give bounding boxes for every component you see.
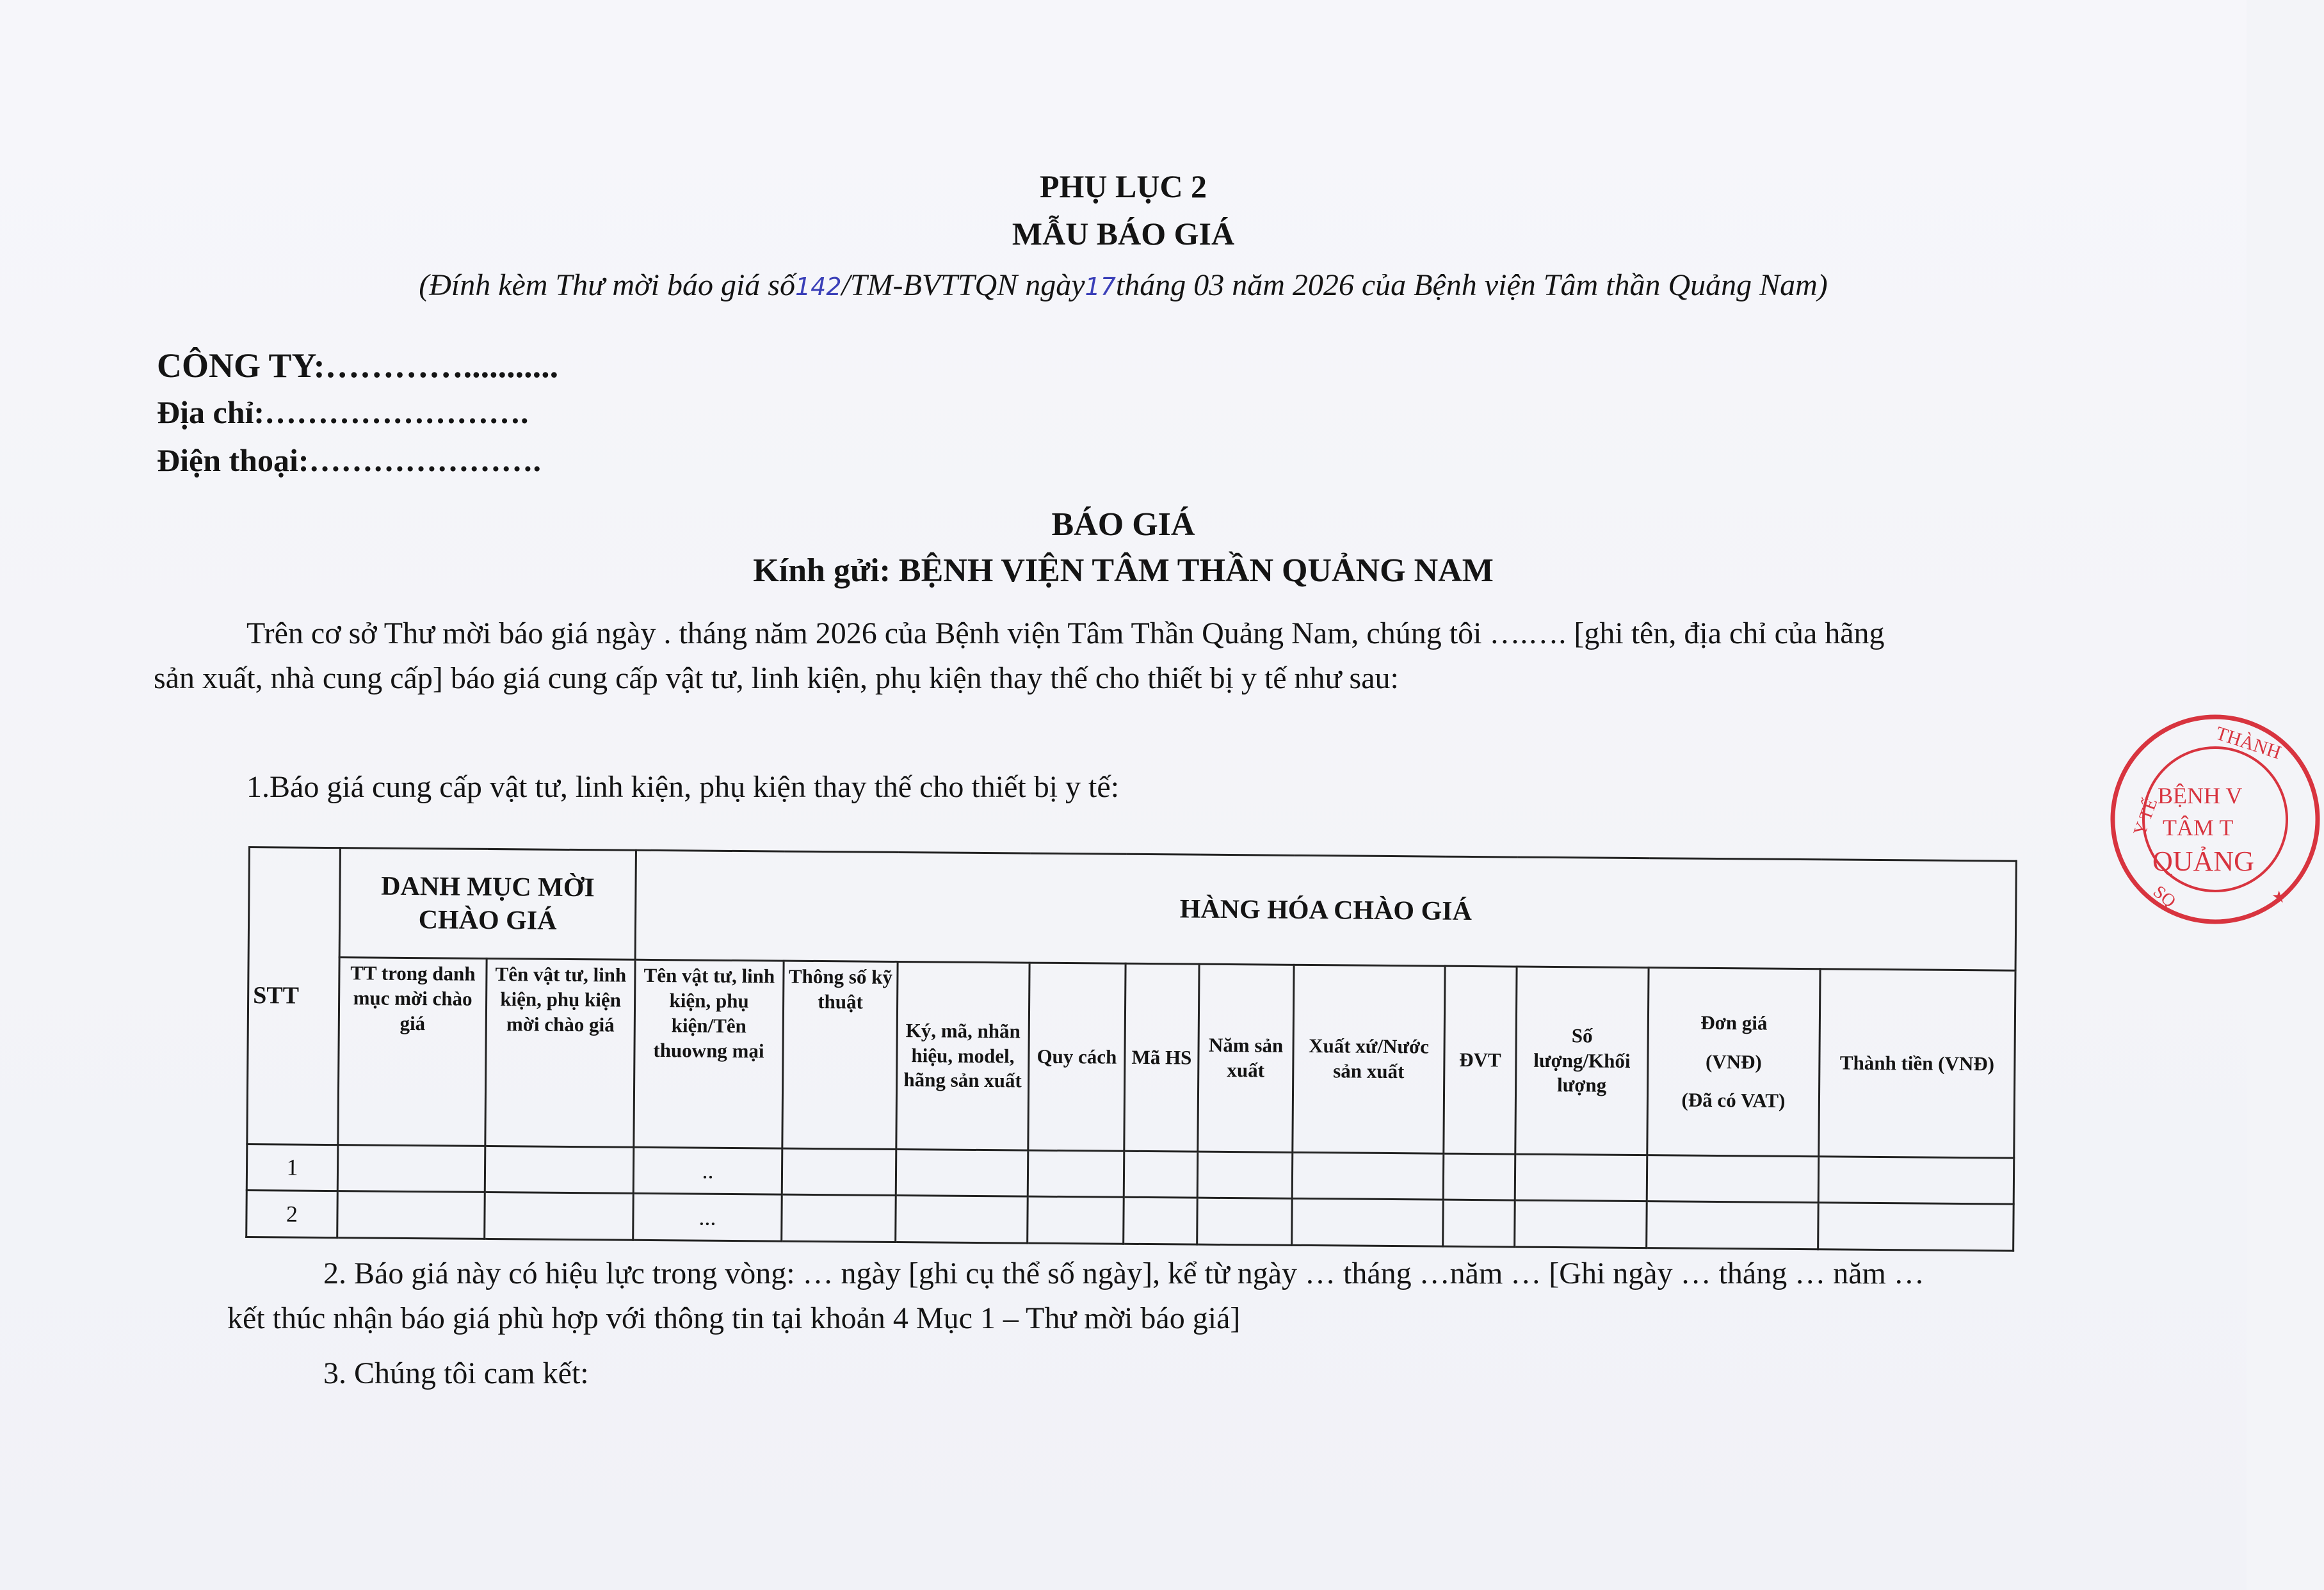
quote-title: BÁO GIÁ bbox=[1051, 506, 1195, 543]
unit-price-label: Đơn giá bbox=[1700, 1011, 1768, 1034]
cell bbox=[896, 1149, 1028, 1196]
cell bbox=[337, 1191, 485, 1239]
stamp-text-top: THÀNH bbox=[2213, 722, 2284, 764]
official-stamp bbox=[2106, 711, 2324, 928]
header-col-item-name: Tên vật tư, linh kiện, phụ kiện/Tên thuowng mại bbox=[634, 960, 784, 1148]
appendix-title: PHỤ LỤC 2 bbox=[1039, 168, 1207, 204]
cell bbox=[337, 1144, 485, 1192]
quote-recipient: Kính gửi: BỆNH VIỆN TÂM THẦN QUẢNG NAM bbox=[753, 552, 1494, 589]
cell bbox=[1818, 1203, 2014, 1251]
section-2-line-1: 2. Báo giá này có hiệu lực trong vòng: … ngày [ghi cụ thể số ngày], kể từ ngày … tháng …năm … [Ghi ngày … tháng … năm … bbox=[323, 1257, 1925, 1290]
header-col-hs-code: Mã HS bbox=[1124, 964, 1199, 1152]
section-2-line-2: kết thúc nhận báo giá phù hợp với thông tin tại khoản 4 Mục 1 – Thư mời báo giá] bbox=[227, 1301, 1241, 1335]
company-line: CÔNG TY:…………........... bbox=[157, 346, 559, 385]
cell bbox=[485, 1192, 634, 1240]
quote-table bbox=[245, 846, 2017, 1252]
stamp-line-3: QUẢNG bbox=[2152, 846, 2254, 877]
star-icon: ★ bbox=[2272, 888, 2287, 907]
section-1-heading: 1.Báo giá cung cấp vật tư, linh kiện, phụ kiện thay thế cho thiết bị y tế: bbox=[246, 770, 1120, 804]
cell bbox=[485, 1146, 634, 1193]
cell bbox=[1515, 1154, 1647, 1201]
header-col-packing: Quy cách bbox=[1028, 963, 1126, 1151]
cell bbox=[1028, 1196, 1124, 1244]
stamp-text-bottom: SQ bbox=[2149, 881, 2180, 912]
handwritten-number: 142 bbox=[795, 273, 842, 301]
header-col-total: Thành tiền (VNĐ) bbox=[1819, 969, 2015, 1158]
attachment-note bbox=[0, 268, 2247, 303]
cell bbox=[1124, 1151, 1198, 1198]
intro-line-2: sản xuất, nhà cung cấp] báo giá cung cấp vật tư, linh kiện, phụ kiện thay thế cho thiết bị y tế như sau: bbox=[154, 661, 1399, 695]
handwritten-day: 17 bbox=[1085, 273, 1116, 301]
header-col-origin: Xuất xứ/Nước sản xuất bbox=[1293, 965, 1445, 1153]
cell bbox=[782, 1148, 896, 1196]
phone-line: Điện thoại:…………………. bbox=[157, 442, 541, 478]
header-col-brand-model: Ký, mã, nhãn hiệu, model, hãng sản xuất bbox=[896, 962, 1029, 1150]
header-stt: STT bbox=[247, 847, 341, 1145]
stamp-line-2: TÂM T bbox=[2163, 815, 2234, 840]
header-group-offered-goods: HÀNG HÓA CHÀO GIÁ bbox=[635, 850, 2016, 970]
attachment-text-3: tháng 03 năm 2026 của Bệnh viện Tâm thần Quảng Nam) bbox=[1115, 268, 1828, 302]
stamp-line-1: BỆNH V bbox=[2158, 783, 2243, 808]
section-3-heading: 3. Chúng tôi cam kết: bbox=[323, 1356, 589, 1390]
cell bbox=[1292, 1199, 1444, 1246]
row-stt: 2 bbox=[246, 1191, 338, 1238]
address-line: Địa chỉ:……………………. bbox=[157, 394, 529, 430]
header-col-quantity: Số lượng/Khối lượng bbox=[1515, 967, 1649, 1155]
cell bbox=[1197, 1152, 1293, 1199]
intro-line-1: Trên cơ sở Thư mời báo giá ngày . tháng năm 2026 của Bệnh viện Tâm Thần Quảng Nam, chúng tôi ….…. [ghi tên, địa chỉ của hãng bbox=[246, 616, 1885, 650]
row-item: .. bbox=[633, 1147, 782, 1194]
cell bbox=[1818, 1157, 2014, 1205]
cell bbox=[896, 1196, 1028, 1243]
unit-price-currency: (VNĐ) bbox=[1705, 1050, 1762, 1073]
cell bbox=[1515, 1200, 1647, 1248]
stamp-text-left: Y TẾ bbox=[2129, 796, 2162, 839]
cell bbox=[1443, 1153, 1515, 1200]
header-col-list-no: TT trong danh mục mời chào giá bbox=[338, 958, 487, 1146]
attachment-text-2: /TM-BVTTQN ngày bbox=[841, 268, 1085, 302]
form-title: MẪU BÁO GIÁ bbox=[1012, 216, 1235, 252]
cell bbox=[1197, 1198, 1293, 1246]
header-col-specs: Thông số kỹ thuật bbox=[782, 961, 898, 1149]
cell bbox=[782, 1194, 896, 1242]
header-col-year: Năm sản xuất bbox=[1198, 965, 1294, 1153]
header-col-unit-price bbox=[1647, 968, 1820, 1156]
cell bbox=[1292, 1152, 1444, 1200]
cell bbox=[1028, 1150, 1124, 1198]
attachment-text-1: (Đính kèm Thư mời báo giá số bbox=[419, 268, 795, 302]
header-col-unit: ĐVT bbox=[1444, 967, 1517, 1154]
unit-price-vat-note: (Đã có VAT) bbox=[1681, 1089, 1786, 1112]
cell bbox=[1647, 1155, 1819, 1203]
cell bbox=[1647, 1201, 1819, 1249]
row-stt: 1 bbox=[246, 1144, 338, 1191]
header-group-invited-list: DANH MỤC MỜI CHÀO GIÁ bbox=[339, 848, 636, 960]
row-item: ... bbox=[633, 1194, 782, 1241]
cell bbox=[1124, 1198, 1198, 1245]
cell bbox=[1443, 1200, 1515, 1247]
header-col-invited-item-name: Tên vật tư, linh kiện, phụ kiện mời chào giá bbox=[485, 959, 635, 1147]
